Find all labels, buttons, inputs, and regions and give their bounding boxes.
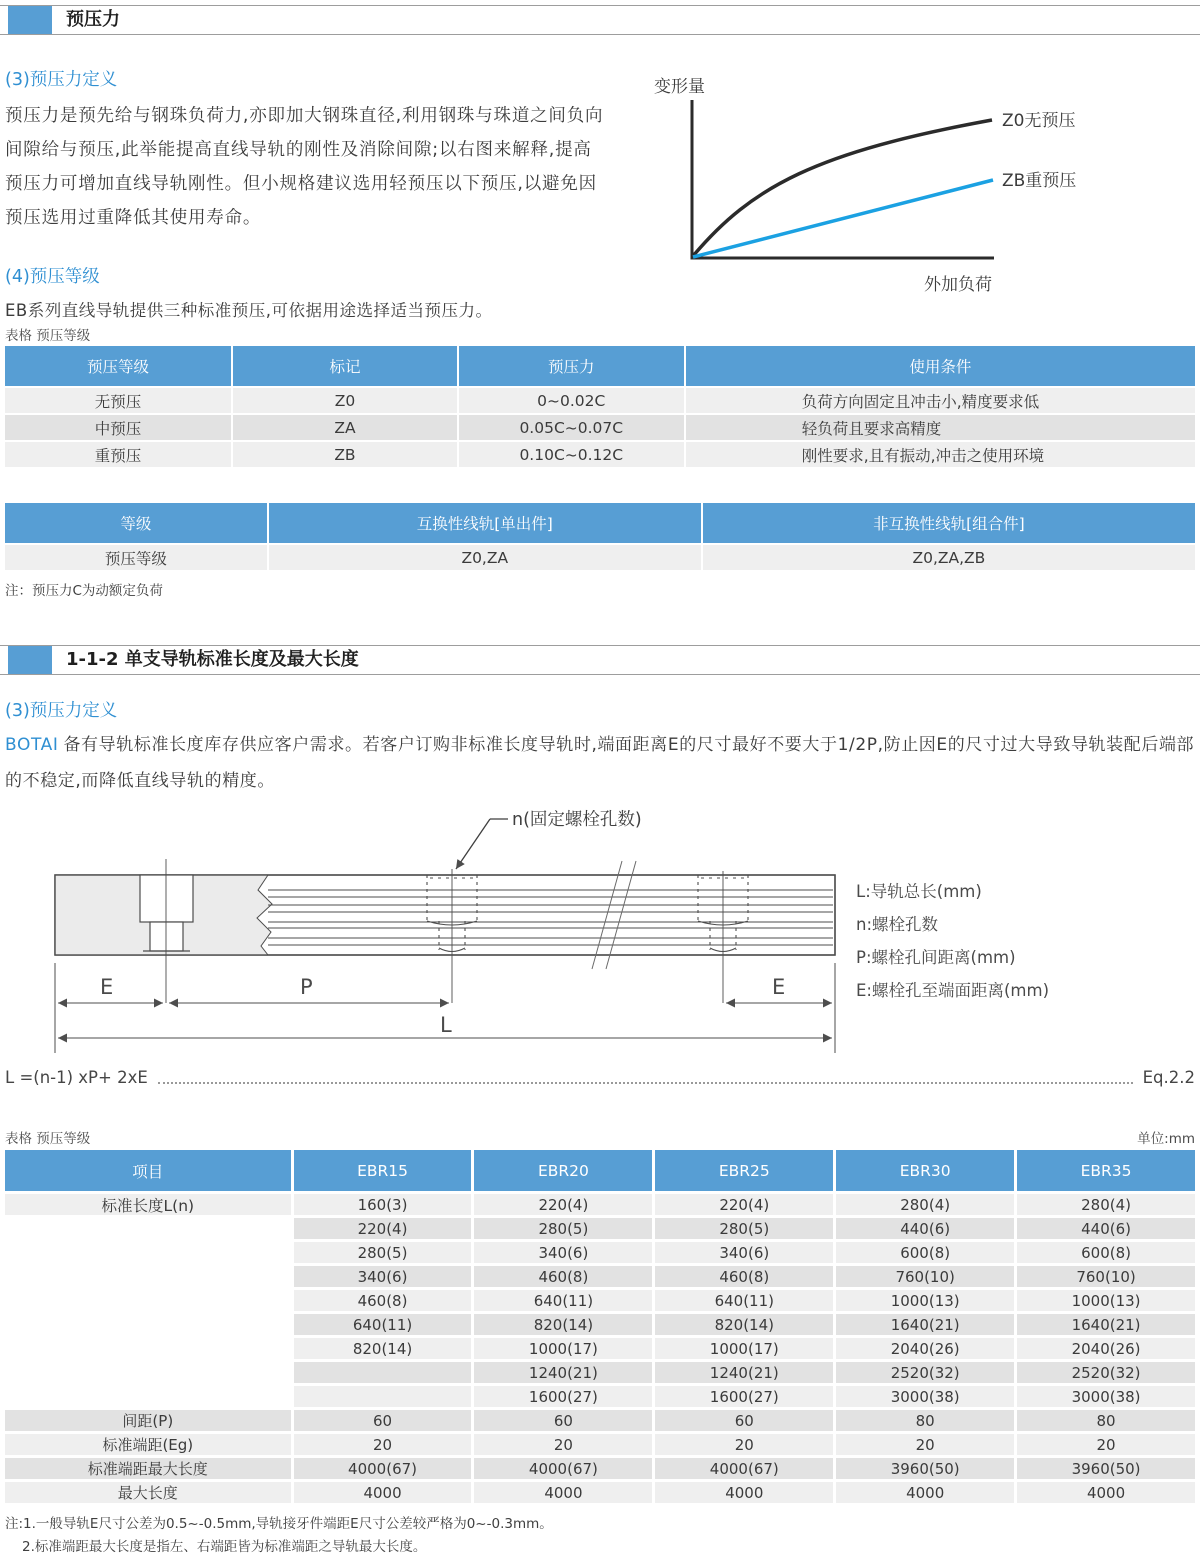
length-cell: 340(6) xyxy=(655,1242,833,1263)
table3-caption: 表格 预压等级 xyxy=(5,1131,91,1147)
legend-item-p: P:螺栓孔间距离(mm) xyxy=(856,948,1016,967)
table1-header-cell: 预压等级 xyxy=(5,346,231,386)
length-cell: 2520(32) xyxy=(1017,1362,1195,1383)
table1-cell: 负荷方向固定且冲击小,精度要求低 xyxy=(686,388,1195,413)
preload-grade-paragraph: EB系列直线导轨提供三种标准预压,可依据用途选择适当预压力。 xyxy=(5,301,493,320)
table1-header-cell: 使用条件 xyxy=(686,346,1195,386)
length-cell: 640(11) xyxy=(294,1314,472,1335)
length-cell: 3000(38) xyxy=(836,1386,1014,1407)
table1-cell: 轻负荷且要求高精度 xyxy=(686,415,1195,440)
heading-length-definition: (3)预压力定义 xyxy=(5,701,118,721)
legend-item-l: L:导轨总长(mm) xyxy=(856,882,982,901)
heading-preload-grade: (4)预压等级 xyxy=(5,267,100,287)
preload-grade-table xyxy=(5,346,1195,467)
chart-series-label-zb: ZB重预压 xyxy=(1002,171,1077,191)
table1-cell: ZB xyxy=(233,442,457,467)
footnote-2: 2.标准端距最大长度是指左、右端距皆为标准端距之导轨最大长度。 xyxy=(22,1539,427,1555)
length-cell: 1000(17) xyxy=(655,1338,833,1359)
table3-unit: 单位:mm xyxy=(1137,1131,1195,1147)
dimension-extension-lines xyxy=(55,963,835,1053)
footnote-1: 注:1.一般导轨E尺寸公差为0.5~-0.5mm,导轨接牙件端距E尺寸公差较严格为0~-0.3mm。 xyxy=(5,1516,553,1532)
band-accent-square xyxy=(8,6,52,34)
length-cell: 280(5) xyxy=(655,1218,833,1239)
length-cell: 600(8) xyxy=(1017,1242,1195,1263)
band-accent-square xyxy=(8,646,52,674)
table1-cell: 0.05C~0.07C xyxy=(459,415,684,440)
value-cell: 20 xyxy=(655,1434,833,1455)
value-cell: 60 xyxy=(655,1410,833,1431)
table2-cell: Z0,ZA xyxy=(269,545,701,570)
length-paragraph-text: 备有导轨标准长度库存供应客户需求。若客户订购非标准长度导轨时,端面距离E的尺寸最好不要大于1/2P,防止因E的尺寸过大导致导轨装配后端部的不稳定,而降低直线导轨的精度。 xyxy=(5,735,1195,791)
brand-name: BOTAI xyxy=(5,735,59,755)
length-cell: 1600(27) xyxy=(474,1386,652,1407)
value-cell: 20 xyxy=(836,1434,1014,1455)
preload-deformation-chart xyxy=(642,68,1200,308)
value-cell: 20 xyxy=(294,1434,472,1455)
length-cell: 1640(21) xyxy=(1017,1314,1195,1335)
diagram-legend xyxy=(856,875,1049,1007)
callout-leader-arrow xyxy=(456,819,490,869)
chart-line-zb xyxy=(693,180,993,257)
value-cell: 60 xyxy=(474,1410,652,1431)
length-paragraph xyxy=(5,727,1197,799)
table1-cell: ZA xyxy=(233,415,457,440)
footnotes xyxy=(5,1513,553,1559)
row-label-cell: 间距(P) xyxy=(5,1410,291,1431)
value-cell: 20 xyxy=(474,1434,652,1455)
table3-header-cell: EBR25 xyxy=(655,1150,833,1191)
value-cell: 60 xyxy=(294,1410,472,1431)
value-cell: 4000 xyxy=(1017,1482,1195,1503)
chart-y-axis-label: 变形量 xyxy=(654,77,705,97)
bolt-count-callout: n(固定螺栓孔数) xyxy=(512,810,642,830)
length-cell: 1240(21) xyxy=(474,1362,652,1383)
length-cell xyxy=(294,1386,472,1407)
length-cell: 280(4) xyxy=(1017,1194,1195,1215)
table2-header-cell: 等级 xyxy=(5,503,267,543)
length-cell: 1000(13) xyxy=(836,1290,1014,1311)
table1-cell: 刚性要求,且有振动,冲击之使用环境 xyxy=(686,442,1195,467)
length-label-cell: 标准长度L(n) xyxy=(5,1194,291,1215)
length-cell: 2520(32) xyxy=(836,1362,1014,1383)
table1-header-cell: 标记 xyxy=(233,346,457,386)
interchangeability-table xyxy=(5,503,1195,570)
value-cell: 80 xyxy=(836,1410,1014,1431)
length-cell: 460(8) xyxy=(655,1266,833,1287)
legend-item-e: E:螺栓孔至端面距离(mm) xyxy=(856,981,1050,1000)
length-cell: 1240(21) xyxy=(655,1362,833,1383)
table2-cell: 预压等级 xyxy=(5,545,267,570)
table1-cell: 无预压 xyxy=(5,388,231,413)
value-cell: 20 xyxy=(1017,1434,1195,1455)
band-title: 预压力 xyxy=(66,9,120,30)
rail-dimension-diagram xyxy=(0,795,1200,1100)
chart-axes xyxy=(692,100,994,258)
value-cell: 4000 xyxy=(836,1482,1014,1503)
table1-cell: 0.10C~0.12C xyxy=(459,442,684,467)
row-label-cell: 标准端距(Eg) xyxy=(5,1434,291,1455)
table2-header-cell: 互换性线轨[单出件] xyxy=(269,503,701,543)
dim-label-e-right: E xyxy=(772,975,786,999)
table3-header-cell: EBR30 xyxy=(836,1150,1014,1191)
length-cell: 820(14) xyxy=(294,1338,472,1359)
chart-series-label-z0: Z0无预压 xyxy=(1002,111,1076,131)
length-cell: 1600(27) xyxy=(655,1386,833,1407)
heading-preload-definition: (3)预压力定义 xyxy=(5,70,118,90)
length-cell: 340(6) xyxy=(474,1242,652,1263)
length-cell: 440(6) xyxy=(836,1218,1014,1239)
length-cell: 220(4) xyxy=(655,1194,833,1215)
value-cell: 3960(50) xyxy=(836,1458,1014,1479)
length-cell: 440(6) xyxy=(1017,1218,1195,1239)
length-cell: 760(10) xyxy=(1017,1266,1195,1287)
value-cell: 4000 xyxy=(294,1482,472,1503)
table1-caption: 表格 预压等级 xyxy=(5,328,91,344)
legend-item-n: n:螺栓孔数 xyxy=(856,915,939,934)
table1-cell: Z0 xyxy=(233,388,457,413)
length-formula-row xyxy=(5,1068,1195,1087)
value-cell: 4000(67) xyxy=(474,1458,652,1479)
table1-header-cell: 预压力 xyxy=(459,346,684,386)
row-label-cell: 标准端距最大长度 xyxy=(5,1458,291,1479)
length-cell: 280(4) xyxy=(836,1194,1014,1215)
length-cell: 220(4) xyxy=(294,1218,472,1239)
table1-cell: 中预压 xyxy=(5,415,231,440)
length-cell: 3000(38) xyxy=(1017,1386,1195,1407)
chart-curve-z0 xyxy=(693,120,992,256)
table3-caption-row xyxy=(5,1127,1195,1147)
value-cell: 3960(50) xyxy=(1017,1458,1195,1479)
length-cell: 340(6) xyxy=(294,1266,472,1287)
dim-label-l: L xyxy=(440,1013,452,1037)
formula-dotted-leader xyxy=(158,1071,1133,1084)
length-cell: 640(11) xyxy=(474,1290,652,1311)
length-cell: 280(5) xyxy=(294,1242,472,1263)
value-cell: 80 xyxy=(1017,1410,1195,1431)
length-cell: 2040(26) xyxy=(836,1338,1014,1359)
value-cell: 4000(67) xyxy=(655,1458,833,1479)
formula-expression: L =(n-1) xP+ 2xE xyxy=(5,1068,148,1087)
table3-header-cell: 项目 xyxy=(5,1150,291,1191)
length-cell: 760(10) xyxy=(836,1266,1014,1287)
table2-cell: Z0,ZA,ZB xyxy=(703,545,1195,570)
table1-cell: 0~0.02C xyxy=(459,388,684,413)
length-cell: 2040(26) xyxy=(1017,1338,1195,1359)
length-cell: 1000(13) xyxy=(1017,1290,1195,1311)
row-label-cell: 最大长度 xyxy=(5,1482,291,1503)
value-cell: 4000(67) xyxy=(294,1458,472,1479)
length-cell: 1640(21) xyxy=(836,1314,1014,1335)
dim-label-e-left: E xyxy=(100,975,114,999)
note-dynamic-load: 注：预压力C为动额定负荷 xyxy=(5,583,163,599)
length-cell: 460(8) xyxy=(474,1266,652,1287)
dim-label-p: P xyxy=(300,975,313,999)
band-title: 1-1-2 单支导轨标准长度及最大长度 xyxy=(66,649,359,670)
length-cell: 220(4) xyxy=(474,1194,652,1215)
length-cell: 160(3) xyxy=(294,1194,472,1215)
section-band-standard-length xyxy=(0,645,1200,675)
length-cell: 820(14) xyxy=(655,1314,833,1335)
formula-equation-number: Eq.2.2 xyxy=(1142,1068,1195,1087)
length-cell: 640(11) xyxy=(655,1290,833,1311)
preload-definition-paragraph: 预压力是预先给与钢珠负荷力,亦即加大钢珠直径,利用钢珠与珠道之间负向间隙给与预压,此举能提高直线导轨的刚性及消除间隙;以右图来解释,提高预压力可增加直线导轨刚性。但小规格建议选用轻预压以下预压,以避免因预压选用过重降低其使用寿命。 xyxy=(5,106,604,228)
table3-header-cell: EBR35 xyxy=(1017,1150,1195,1191)
table3-header-cell: EBR20 xyxy=(474,1150,652,1191)
length-cell xyxy=(294,1362,472,1383)
length-cell: 600(8) xyxy=(836,1242,1014,1263)
length-cell: 280(5) xyxy=(474,1218,652,1239)
section-band-preload xyxy=(0,5,1200,35)
length-cell: 460(8) xyxy=(294,1290,472,1311)
value-cell: 4000 xyxy=(655,1482,833,1503)
standard-length-table xyxy=(5,1150,1195,1503)
chart-x-axis-label: 外加负荷 xyxy=(924,275,992,295)
table1-cell: 重预压 xyxy=(5,442,231,467)
table2-header-cell: 非互换性线轨[组合件] xyxy=(703,503,1195,543)
length-cell: 820(14) xyxy=(474,1314,652,1335)
length-cell: 1000(17) xyxy=(474,1338,652,1359)
value-cell: 4000 xyxy=(474,1482,652,1503)
table3-header-cell: EBR15 xyxy=(294,1150,472,1191)
